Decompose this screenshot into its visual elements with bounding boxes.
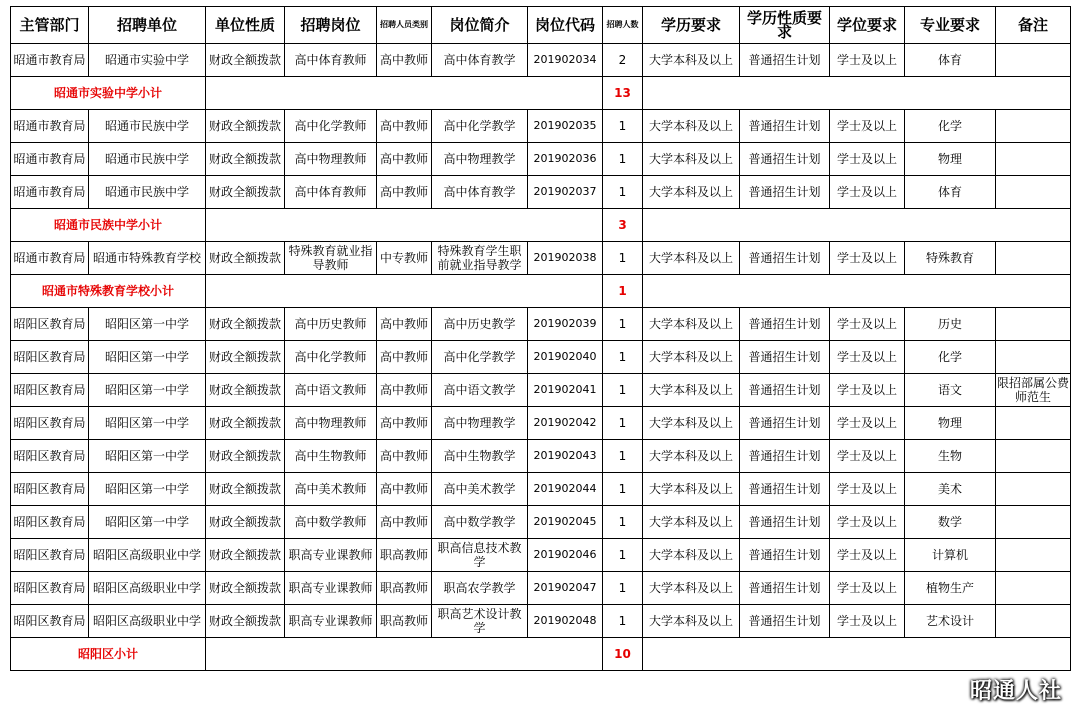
header-cell: 招聘单位 [89, 7, 206, 44]
header-cell: 岗位简介 [432, 7, 528, 44]
cell-dept: 昭阳区教育局 [11, 506, 89, 539]
cell-category: 高中教师 [377, 110, 432, 143]
cell-note [996, 143, 1071, 176]
cell-edu: 大学本科及以上 [643, 143, 740, 176]
cell-count: 1 [603, 176, 643, 209]
cell-degree: 学士及以上 [830, 176, 905, 209]
subtotal-count: 1 [603, 275, 643, 308]
cell-nature: 财政全额拨款 [206, 143, 285, 176]
cell-edu: 大学本科及以上 [643, 341, 740, 374]
cell-intro: 高中物理教学 [432, 143, 528, 176]
cell-unit: 昭阳区第一中学 [89, 308, 206, 341]
cell-category: 高中教师 [377, 44, 432, 77]
cell-degree: 学士及以上 [830, 539, 905, 572]
cell-note [996, 341, 1071, 374]
header-cell: 岗位代码 [528, 7, 603, 44]
cell-intro: 职高艺术设计教学 [432, 605, 528, 638]
watermark [930, 674, 1062, 705]
cell-code: 201902044 [528, 473, 603, 506]
header-cell: 专业要求 [905, 7, 996, 44]
cell-edu-type: 普通招生计划 [740, 110, 830, 143]
cell-count: 1 [603, 473, 643, 506]
cell-code: 201902035 [528, 110, 603, 143]
cell-edu-type: 普通招生计划 [740, 473, 830, 506]
subtotal-count: 3 [603, 209, 643, 242]
cell-code: 201902045 [528, 506, 603, 539]
cell-edu-type: 普通招生计划 [740, 407, 830, 440]
cell-major: 体育 [905, 176, 996, 209]
cell-code: 201902043 [528, 440, 603, 473]
cell-nature: 财政全额拨款 [206, 572, 285, 605]
cell-major: 物理 [905, 407, 996, 440]
subtotal-label: 昭通市特殊教育学校小计 [11, 275, 206, 308]
cell-position: 高中生物教师 [285, 440, 377, 473]
cell-position: 高中体育教师 [285, 176, 377, 209]
cell-degree: 学士及以上 [830, 407, 905, 440]
cell-note [996, 572, 1071, 605]
cell-category: 中专教师 [377, 242, 432, 275]
cell-edu: 大学本科及以上 [643, 44, 740, 77]
cell-category: 高中教师 [377, 473, 432, 506]
cell-unit: 昭通市民族中学 [89, 176, 206, 209]
subtotal-label: 昭通市实验中学小计 [11, 77, 206, 110]
cell-edu: 大学本科及以上 [643, 506, 740, 539]
cell-position: 高中物理教师 [285, 143, 377, 176]
header-cell: 单位性质 [206, 7, 285, 44]
cell-edu: 大学本科及以上 [643, 440, 740, 473]
cell-degree: 学士及以上 [830, 605, 905, 638]
cell-nature: 财政全额拨款 [206, 308, 285, 341]
table-row [11, 572, 1071, 605]
subtotal-count: 13 [603, 77, 643, 110]
cell-intro: 高中生物教学 [432, 440, 528, 473]
cell-intro: 特殊教育学生职前就业指导教学 [432, 242, 528, 275]
cell-code: 201902037 [528, 176, 603, 209]
subtotal-label: 昭通市民族中学小计 [11, 209, 206, 242]
cell-count: 1 [603, 572, 643, 605]
cell-major: 生物 [905, 440, 996, 473]
table-row [11, 506, 1071, 539]
cell-major: 特殊教育 [905, 242, 996, 275]
cell-unit: 昭阳区第一中学 [89, 341, 206, 374]
cell-edu: 大学本科及以上 [643, 473, 740, 506]
cell-edu-type: 普通招生计划 [740, 605, 830, 638]
subtotal-row [11, 275, 1071, 308]
cell-degree: 学士及以上 [830, 440, 905, 473]
cell-count: 1 [603, 374, 643, 407]
subtotal-row [11, 209, 1071, 242]
header-cell: 招聘人员类别 [377, 7, 432, 44]
cell-position: 高中历史教师 [285, 308, 377, 341]
cell-unit: 昭阳区高级职业中学 [89, 539, 206, 572]
cell-nature: 财政全额拨款 [206, 506, 285, 539]
cell-dept: 昭阳区教育局 [11, 539, 89, 572]
cell-dept: 昭阳区教育局 [11, 473, 89, 506]
cell-code: 201902034 [528, 44, 603, 77]
cell-nature: 财政全额拨款 [206, 176, 285, 209]
cell-degree: 学士及以上 [830, 242, 905, 275]
cell-degree: 学士及以上 [830, 374, 905, 407]
empty-cell [643, 275, 1071, 308]
cell-dept: 昭阳区教育局 [11, 440, 89, 473]
cell-edu: 大学本科及以上 [643, 374, 740, 407]
cell-edu: 大学本科及以上 [643, 308, 740, 341]
cell-position: 高中体育教师 [285, 44, 377, 77]
cell-nature: 财政全额拨款 [206, 110, 285, 143]
cell-position: 高中语文教师 [285, 374, 377, 407]
cell-category: 职高教师 [377, 539, 432, 572]
cell-major: 数学 [905, 506, 996, 539]
cell-edu: 大学本科及以上 [643, 407, 740, 440]
cell-nature: 财政全额拨款 [206, 605, 285, 638]
cell-category: 高中教师 [377, 407, 432, 440]
cell-code: 201902047 [528, 572, 603, 605]
cell-category: 高中教师 [377, 341, 432, 374]
cell-position: 高中化学教师 [285, 110, 377, 143]
cell-intro: 高中美术教学 [432, 473, 528, 506]
table-row [11, 539, 1071, 572]
cell-note [996, 539, 1071, 572]
cell-edu-type: 普通招生计划 [740, 539, 830, 572]
cell-position: 职高专业课教师 [285, 539, 377, 572]
cell-count: 1 [603, 539, 643, 572]
cell-degree: 学士及以上 [830, 506, 905, 539]
cell-edu-type: 普通招生计划 [740, 143, 830, 176]
cell-position: 高中美术教师 [285, 473, 377, 506]
header-cell: 学历性质要求 [740, 7, 830, 44]
cell-intro: 高中历史教学 [432, 308, 528, 341]
cell-category: 职高教师 [377, 572, 432, 605]
cell-edu-type: 普通招生计划 [740, 308, 830, 341]
cell-nature: 财政全额拨款 [206, 341, 285, 374]
cell-edu: 大学本科及以上 [643, 110, 740, 143]
header-cell: 学位要求 [830, 7, 905, 44]
table-row [11, 407, 1071, 440]
header-cell: 学历要求 [643, 7, 740, 44]
cell-edu-type: 普通招生计划 [740, 341, 830, 374]
cell-nature: 财政全额拨款 [206, 539, 285, 572]
cell-code: 201902040 [528, 341, 603, 374]
cell-note [996, 308, 1071, 341]
cell-unit: 昭阳区第一中学 [89, 473, 206, 506]
cell-note [996, 407, 1071, 440]
cell-unit: 昭通市民族中学 [89, 110, 206, 143]
cell-note [996, 605, 1071, 638]
cell-position: 职高专业课教师 [285, 572, 377, 605]
cell-note [996, 44, 1071, 77]
cell-intro: 职高农学教学 [432, 572, 528, 605]
table-row [11, 440, 1071, 473]
cell-degree: 学士及以上 [830, 572, 905, 605]
cell-edu: 大学本科及以上 [643, 605, 740, 638]
table-row [11, 44, 1071, 77]
empty-cell [643, 77, 1071, 110]
cell-edu-type: 普通招生计划 [740, 506, 830, 539]
table-row [11, 242, 1071, 275]
cell-major: 化学 [905, 110, 996, 143]
cell-count: 1 [603, 605, 643, 638]
cell-unit: 昭通市实验中学 [89, 44, 206, 77]
empty-cell [206, 275, 603, 308]
cell-code: 201902039 [528, 308, 603, 341]
cell-major: 化学 [905, 341, 996, 374]
cell-code: 201902036 [528, 143, 603, 176]
subtotal-count: 10 [603, 638, 643, 671]
cell-code: 201902041 [528, 374, 603, 407]
cell-degree: 学士及以上 [830, 473, 905, 506]
cell-intro: 职高信息技术教学 [432, 539, 528, 572]
header-cell: 主管部门 [11, 7, 89, 44]
cell-edu-type: 普通招生计划 [740, 572, 830, 605]
cell-intro: 高中数学教学 [432, 506, 528, 539]
cell-nature: 财政全额拨款 [206, 242, 285, 275]
cell-intro: 高中体育教学 [432, 176, 528, 209]
cell-note [996, 440, 1071, 473]
cell-degree: 学士及以上 [830, 341, 905, 374]
cell-edu-type: 普通招生计划 [740, 374, 830, 407]
cell-dept: 昭通市教育局 [11, 110, 89, 143]
cell-dept: 昭阳区教育局 [11, 407, 89, 440]
cell-count: 1 [603, 440, 643, 473]
cell-code: 201902046 [528, 539, 603, 572]
cell-intro: 高中化学教学 [432, 341, 528, 374]
cell-intro: 高中语文教学 [432, 374, 528, 407]
cell-nature: 财政全额拨款 [206, 374, 285, 407]
cell-edu: 大学本科及以上 [643, 539, 740, 572]
cell-nature: 财政全额拨款 [206, 473, 285, 506]
table-body [11, 44, 1071, 671]
cell-unit: 昭阳区第一中学 [89, 440, 206, 473]
empty-cell [206, 209, 603, 242]
cell-dept: 昭阳区教育局 [11, 374, 89, 407]
cell-count: 1 [603, 110, 643, 143]
cell-unit: 昭阳区第一中学 [89, 374, 206, 407]
cell-edu: 大学本科及以上 [643, 176, 740, 209]
cell-note: 限招部属公费师范生 [996, 374, 1071, 407]
cell-unit: 昭阳区第一中学 [89, 506, 206, 539]
cell-unit: 昭阳区高级职业中学 [89, 605, 206, 638]
header-row [11, 7, 1071, 44]
table-row [11, 143, 1071, 176]
table-row [11, 308, 1071, 341]
cell-dept: 昭阳区教育局 [11, 572, 89, 605]
cell-code: 201902048 [528, 605, 603, 638]
cell-count: 1 [603, 308, 643, 341]
cell-major: 历史 [905, 308, 996, 341]
table-row [11, 473, 1071, 506]
cell-count: 1 [603, 341, 643, 374]
cell-count: 1 [603, 143, 643, 176]
cell-note [996, 506, 1071, 539]
header-cell: 备注 [996, 7, 1071, 44]
wechat-icon [930, 677, 964, 703]
table-row [11, 176, 1071, 209]
cell-count: 1 [603, 242, 643, 275]
empty-cell [643, 638, 1071, 671]
cell-category: 职高教师 [377, 605, 432, 638]
cell-edu-type: 普通招生计划 [740, 176, 830, 209]
cell-nature: 财政全额拨款 [206, 440, 285, 473]
cell-count: 1 [603, 506, 643, 539]
cell-category: 高中教师 [377, 143, 432, 176]
cell-major: 艺术设计 [905, 605, 996, 638]
cell-dept: 昭通市教育局 [11, 242, 89, 275]
cell-intro: 高中体育教学 [432, 44, 528, 77]
cell-category: 高中教师 [377, 440, 432, 473]
cell-major: 物理 [905, 143, 996, 176]
empty-cell [206, 638, 603, 671]
recruitment-table [10, 6, 1071, 671]
cell-count: 1 [603, 407, 643, 440]
cell-edu-type: 普通招生计划 [740, 440, 830, 473]
empty-cell [643, 209, 1071, 242]
table-row [11, 341, 1071, 374]
cell-unit: 昭通市民族中学 [89, 143, 206, 176]
cell-note [996, 473, 1071, 506]
cell-unit: 昭通市特殊教育学校 [89, 242, 206, 275]
subtotal-row [11, 638, 1071, 671]
cell-position: 特殊教育就业指导教师 [285, 242, 377, 275]
cell-category: 高中教师 [377, 176, 432, 209]
cell-major: 计算机 [905, 539, 996, 572]
cell-position: 高中物理教师 [285, 407, 377, 440]
cell-intro: 高中化学教学 [432, 110, 528, 143]
cell-intro: 高中物理教学 [432, 407, 528, 440]
cell-position: 高中化学教师 [285, 341, 377, 374]
cell-code: 201902038 [528, 242, 603, 275]
cell-unit: 昭阳区高级职业中学 [89, 572, 206, 605]
cell-dept: 昭阳区教育局 [11, 605, 89, 638]
subtotal-label: 昭阳区小计 [11, 638, 206, 671]
cell-dept: 昭通市教育局 [11, 44, 89, 77]
cell-count: 2 [603, 44, 643, 77]
cell-edu: 大学本科及以上 [643, 242, 740, 275]
cell-degree: 学士及以上 [830, 110, 905, 143]
cell-code: 201902042 [528, 407, 603, 440]
cell-note [996, 242, 1071, 275]
cell-dept: 昭通市教育局 [11, 143, 89, 176]
cell-note [996, 110, 1071, 143]
cell-edu-type: 普通招生计划 [740, 44, 830, 77]
cell-degree: 学士及以上 [830, 308, 905, 341]
cell-unit: 昭阳区第一中学 [89, 407, 206, 440]
cell-category: 高中教师 [377, 374, 432, 407]
cell-degree: 学士及以上 [830, 143, 905, 176]
cell-category: 高中教师 [377, 308, 432, 341]
cell-nature: 财政全额拨款 [206, 407, 285, 440]
cell-major: 美术 [905, 473, 996, 506]
cell-degree: 学士及以上 [830, 44, 905, 77]
table-row [11, 374, 1071, 407]
cell-dept: 昭通市教育局 [11, 176, 89, 209]
table-row [11, 110, 1071, 143]
cell-position: 职高专业课教师 [285, 605, 377, 638]
cell-dept: 昭阳区教育局 [11, 341, 89, 374]
empty-cell [206, 77, 603, 110]
cell-edu: 大学本科及以上 [643, 572, 740, 605]
cell-major: 体育 [905, 44, 996, 77]
subtotal-row [11, 77, 1071, 110]
cell-edu-type: 普通招生计划 [740, 242, 830, 275]
cell-dept: 昭阳区教育局 [11, 308, 89, 341]
cell-note [996, 176, 1071, 209]
header-cell: 招聘人数 [603, 7, 643, 44]
header-cell: 招聘岗位 [285, 7, 377, 44]
cell-major: 语文 [905, 374, 996, 407]
cell-major: 植物生产 [905, 572, 996, 605]
cell-position: 高中数学教师 [285, 506, 377, 539]
cell-nature: 财政全额拨款 [206, 44, 285, 77]
table-row [11, 605, 1071, 638]
cell-category: 高中教师 [377, 506, 432, 539]
watermark-text: 昭通人社 [969, 679, 1062, 704]
